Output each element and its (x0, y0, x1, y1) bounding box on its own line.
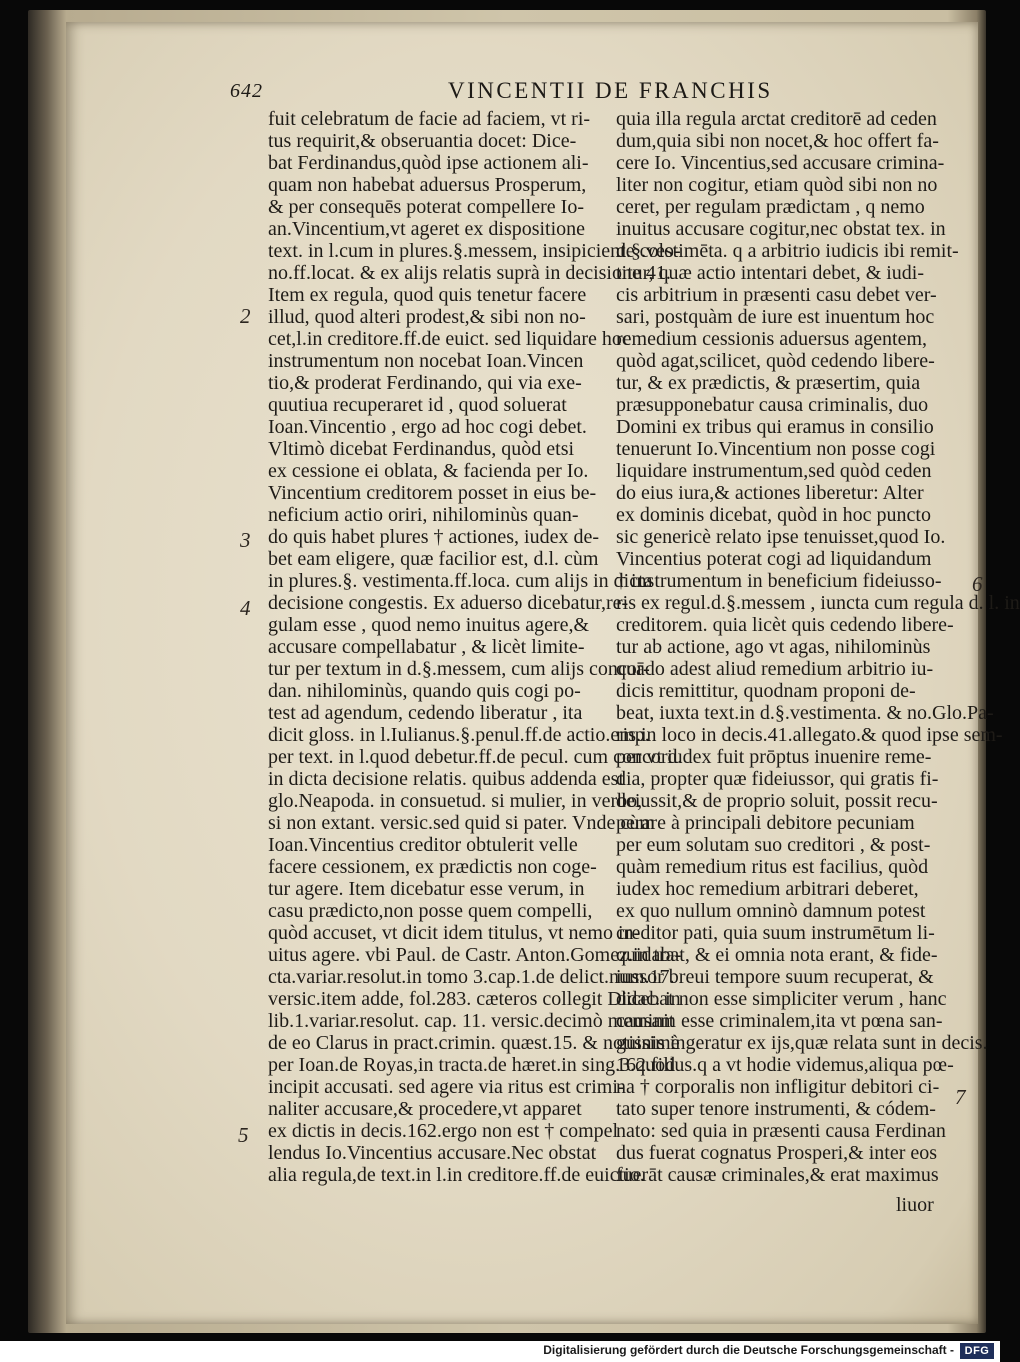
text-line: casu prædicto,non posse quem compelli, (268, 900, 593, 922)
running-head (230, 78, 790, 108)
text-line: instrumentum non nocebat Ioan.Vincen (268, 350, 584, 372)
text-line: accusare compellabatur , & licèt limite- (268, 636, 585, 658)
text-line: quidabat, & ei omnia nota erant, & fide- (616, 944, 938, 966)
text-line: dicis remittitur, quodnam proponi de- (616, 680, 916, 702)
text-line: Ioan.Vincentio , ergo ad hoc cogi debet. (268, 416, 587, 438)
text-line: ceret, per regulam prædictam , q nemo (616, 196, 925, 218)
text-line: naliter accusare,& procedere,vt apparet (268, 1098, 582, 1120)
text-line: Vltimò dicebat Ferdinandus, quòd etsi (268, 438, 575, 460)
margin-note: 4 (240, 596, 251, 620)
text-line: quam non habebat aduersus Prosperum, (268, 174, 587, 196)
margin-note: 7 (955, 1085, 966, 1109)
text-line: liquidare instrumentum,sed quòd ceden (616, 460, 932, 482)
text-line: Item ex regula, quod quis tenetur facere (268, 284, 587, 306)
dfg-logo: DFG (960, 1343, 994, 1359)
text-line: tur agere. Item dicebatur esse verum, in (268, 878, 585, 900)
text-line: quòd agat,scilicet, quòd cedendo libere- (616, 350, 935, 372)
text-line: cta.variar.resolut.in tomo 3.cap.1.de delict.num.17. (268, 966, 675, 988)
text-line: na † corporalis non infligitur debitori ci- (616, 1076, 940, 1098)
text-line: tur ab actione, ago vt agas, nihilominùs (616, 636, 931, 658)
text-line: & per consequēs poterat compellere Io- (268, 196, 584, 218)
text-line: Vincentium creditorem posset in eius be- (268, 482, 597, 504)
text-line: beat, iuxta text.in d.§.vestimenta. & no.Glo.Pa- (616, 702, 994, 724)
text-line: alia regula,de text.in l.in creditore.ff.de euictio. (268, 1164, 645, 1186)
text-line: cis arbitrium in præsenti casu debet ver- (616, 284, 937, 306)
text-line: per eum solutam suo creditori , & post- (616, 834, 931, 856)
text-line: ex dictis in decis.162.ergo non est † compel (268, 1120, 619, 1142)
text-line: dia, propter quæ fideiussor, qui gratis fi- (616, 768, 939, 790)
footer-bar (0, 1341, 1000, 1362)
text-line: Ioan.Vincentius creditor obtulerit velle (268, 834, 578, 856)
text-line: fuerāt causæ criminales,& erat maximus (616, 1164, 939, 1186)
text-line: † instrumentum in beneficium fideiusso- (616, 570, 942, 592)
text-line: titur, quæ actio intentari debet, & iudi- (616, 262, 925, 284)
text-line: do quis habet plures † actiones, iudex de- (268, 526, 600, 548)
text-line: tur per textum in d.§.messem, cum alijs concor- (268, 658, 650, 680)
text-line: præsupponebatur causa criminalis, duo (616, 394, 929, 416)
text-line: an.Vincentium,vt ageret ex dispositione (268, 218, 586, 240)
text-line: perare à principali debitore pecuniam (616, 812, 915, 834)
text-line: causam esse criminalem,ita vt pœna san- (616, 1010, 943, 1032)
text-line: tus requirit,& obseruantia docet: Dice- (268, 130, 577, 152)
text-line: dum,quia sibi non nocet,& hoc offert fa- (616, 130, 939, 152)
text-line: ex dominis dicebat, quòd in hoc puncto (616, 504, 931, 526)
text-line: Vincentius poterat cogi ad liquidandum (616, 548, 932, 570)
text-line: de eo Clarus in pract.crimin. quæst.15. & notissimè (268, 1032, 680, 1054)
text-line: quòd accuset, vt dicit idem titulus, vt nemo in- (268, 922, 641, 944)
text-line: quia illa regula arctat creditorē ad ceden (616, 108, 937, 130)
running-title: VINCENTII DE FRANCHIS (448, 78, 773, 103)
text-line: bat Ferdinandus,quòd ipse actionem ali- (268, 152, 589, 174)
text-line: sic genericè relato ipse tenuisset,quod Io. (616, 526, 946, 548)
text-line: glo.Neapoda. in consuetud. si mulier, in verbo, (268, 790, 643, 812)
text-line: bet eam eligere, quæ facilior est, d.l. cùm (268, 548, 599, 570)
text-line: 162.filius.q a vt hodie videmus,aliqua pœ- (616, 1054, 954, 1076)
text-line: in plures.§. vestimenta.ff.loca. cum alijs in dicta (268, 570, 653, 592)
text-line: in dicta decisione relatis. quibus addenda est (268, 768, 625, 790)
text-line: tio,& proderat Ferdinando, qui via exe- (268, 372, 582, 394)
text-line: dicebat non esse simpliciter verum , hanc (616, 988, 947, 1010)
text-line: quàm remedium ritus est facilius, quòd (616, 856, 929, 878)
margin-note: 5 (238, 1123, 249, 1147)
text-line: guinis ingeratur ex ijs,quæ relata sunt in decis. (616, 1032, 988, 1054)
digitization-credit: Digitalisierung gefördert durch die Deutsche Forschungsgemeinschaft - (543, 1343, 954, 1357)
text-line: do eius iura,& actiones liberetur: Alter (616, 482, 924, 504)
page-number: 642 (230, 80, 263, 102)
text-line: quādo adest aliud remedium arbitrio iu- (616, 658, 934, 680)
margin-note: 3 (240, 528, 251, 552)
text-line: facere cessionem, ex prædictis non coge- (268, 856, 597, 878)
text-line: cet,l.in creditore.ff.de euict. sed liquidare hoc (268, 328, 631, 350)
text-line: uitus agere. vbi Paul. de Castr. Anton.Gomez.in tra- (268, 944, 682, 966)
text-line: creditor pati, quia suum instrumētum li- (616, 922, 935, 944)
text-line: nato: sed quia in præsenti causa Ferdinan (616, 1120, 946, 1142)
text-line: inuitus accusare cogitur,nec obstat tex. in (616, 218, 946, 240)
text-line: deiussit,& de proprio soluit, possit recu- (616, 790, 938, 812)
text-line: ris ex regul.d.§.messem , iuncta cum regula d. l. in (616, 592, 1020, 614)
text-line: tato super tenore instrumenti, & códem- (616, 1098, 936, 1120)
text-line: tenuerunt Io.Vincentium non posse cogi (616, 438, 936, 460)
text-line: dicit gloss. in l.Iulianus.§.penul.ff.de actio.emp. (268, 724, 650, 746)
text-line: lib.1.variar.resolut. cap. 11. versic.decimò meminit (268, 1010, 675, 1032)
text-line: per text. in l.quod debetur.ff.de pecul. cum concord. (268, 746, 683, 768)
margin-note: 2 (240, 304, 251, 328)
text-line: tur, & ex prædictis, & præsertim, quia (616, 372, 921, 394)
margin-note: 6 (972, 572, 983, 596)
text-line: cere Io. Vincentius,sed accusare crimina- (616, 152, 945, 174)
text-line: lendus Io.Vincentius accusare.Nec obstat (268, 1142, 597, 1164)
text-line: remedium cessionis aduersus agentem, (616, 328, 928, 350)
text-line: fuit celebratum de facie ad faciem, vt ri- (268, 108, 591, 130)
text-line: ris.in loco in decis.41.allegato.& quod ipse sem- (616, 724, 1003, 746)
text-line: dan. nihilominùs, quando quis cogi po- (268, 680, 581, 702)
right-text-column (616, 108, 1020, 1186)
text-line: creditorem. quia licèt quis cedendo libere- (616, 614, 954, 636)
text-line: neficium actio oriri, nihilominùs quan- (268, 504, 579, 526)
text-line: sari, postquàm de iure est inuentum hoc (616, 306, 935, 328)
text-line: si non extant. versic.sed quid si pater. Vnde cùm (268, 812, 655, 834)
text-line: per vt iudex fuit prōptus inuenire reme- (616, 746, 932, 768)
text-line: ex quo nullum omninò damnum potest (616, 900, 926, 922)
text-line: Domini ex tribus qui eramus in consilio (616, 416, 934, 438)
text-line: no.ff.locat. & ex alijs relatis suprà in decisione 41. (268, 262, 671, 284)
text-line: illud, quod alteri prodest,& sibi non no- (268, 306, 586, 328)
text-line: text. in l.cum in plures.§.messem, insipiciente colo- (268, 240, 681, 262)
text-line: test ad agendum, cedendo liberatur , ita (268, 702, 583, 724)
text-line: per Ioan.de Royas,in tracta.de hæret.in sing.3.quod (268, 1054, 676, 1076)
text-line: dus fuerat cognatus Prosperi,& inter eos (616, 1142, 938, 1164)
text-line: incipit accusati. sed agere via ritus est crimi- (268, 1076, 625, 1098)
text-line: d.§.vestimēta. q a arbitrio iudicis ibi remit- (616, 240, 959, 262)
text-line: iussor breui tempore suum recuperat, & (616, 966, 934, 988)
text-line: gulam esse , quod nemo inuitus agere,& (268, 614, 590, 636)
text-line: liter non cogitur, etiam quòd sibi non no (616, 174, 938, 196)
text-line: decisione congestis. Ex aduerso dicebatur,re- (268, 592, 629, 614)
text-line: ex cessione ei oblata, & facienda per Io. (268, 460, 589, 482)
text-line: versic.item adde, fol.283. cæteros collegit Didac. in (268, 988, 681, 1010)
catchword: liuor (896, 1194, 934, 1216)
text-line: quutiua recuperaret id , quod soluerat (268, 394, 567, 416)
left-text-column (268, 108, 683, 1186)
text-line: iudex hoc remedium arbitrari deberet, (616, 878, 919, 900)
